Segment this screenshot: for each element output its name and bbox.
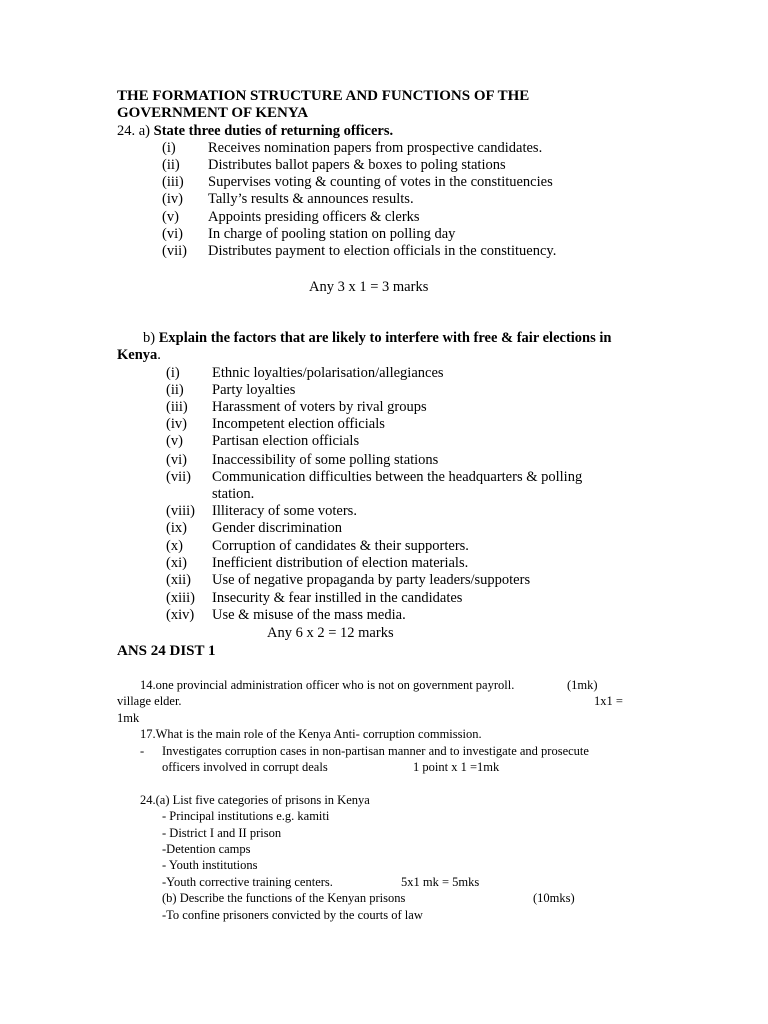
q24a-marks: Any 3 x 1 = 3 marks	[309, 279, 429, 295]
list-item: Party loyalties	[212, 382, 296, 398]
list-item-num: (i)	[162, 140, 176, 156]
list-item-num: (vii)	[166, 469, 191, 485]
q14-question: 14.one provincial administration officer who is not on government payroll.	[140, 678, 515, 692]
q24b-prefix: b)	[143, 330, 159, 346]
list-item-num: (xii)	[166, 572, 191, 588]
answers-heading: ANS 24 DIST 1	[117, 643, 216, 659]
list-item-num: (iv)	[162, 191, 183, 207]
list-item: In charge of pooling station on polling day	[208, 226, 456, 242]
list-item: - District I and II prison	[162, 826, 282, 840]
list-item: Incompetent election officials	[212, 416, 385, 432]
q14-score: 1x1 =	[594, 694, 623, 708]
q17-answer-line2: officers involved in corrupt deals	[162, 760, 328, 774]
q24b-marks: Any 6 x 2 = 12 marks	[267, 625, 394, 641]
list-item: - Principal institutions e.g. kamiti	[162, 809, 330, 823]
q24a-question-text: State three duties of returning officers.	[153, 123, 394, 139]
list-item: Communication difficulties between the headquarters & polling	[212, 469, 583, 485]
q24b-question-line2	[117, 347, 161, 364]
list-item: Insecurity & fear instilled in the candidates	[212, 590, 463, 606]
list-item: Illiteracy of some voters.	[212, 503, 357, 519]
list-item: - Youth institutions	[162, 858, 258, 872]
list-item: Inefficient distribution of election materials.	[212, 555, 469, 571]
list-item-continuation: station.	[212, 486, 255, 502]
doc-title-line1: THE FORMATION STRUCTURE AND FUNCTIONS OF THE	[117, 88, 530, 104]
list-item: -Detention camps	[162, 842, 251, 856]
q24b-question-text2: Kenya	[117, 347, 158, 363]
q14-marks: (1mk)	[567, 678, 598, 692]
q17-answer-line1: Investigates corruption cases in non-partisan manner and to investigate and prosecute	[162, 744, 589, 758]
list-item-num: (xiv)	[166, 607, 195, 623]
list-item-num: (vi)	[162, 226, 183, 242]
doc-title-line2: GOVERNMENT OF KENYA	[117, 105, 309, 121]
list-item: Inaccessibility of some polling stations	[212, 452, 439, 468]
list-item: Partisan election officials	[212, 433, 360, 449]
q24-prisons-question: 24.(a) List five categories of prisons in Kenya	[140, 793, 370, 807]
q24b-prisons-question: (b) Describe the functions of the Kenyan prisons	[162, 891, 406, 905]
list-item-num: (v)	[162, 209, 179, 225]
q14-score-cont: 1mk	[117, 711, 140, 725]
list-item-num: (i)	[166, 365, 180, 381]
list-item: Distributes ballot papers & boxes to poling stations	[208, 157, 506, 173]
list-item: Distributes payment to election officials in the constituency.	[208, 243, 557, 259]
list-item: Tally’s results & announces results.	[208, 191, 414, 207]
q24a-question	[117, 123, 393, 140]
q17-score: 1 point x 1 =1mk	[413, 760, 500, 774]
list-item-num: (ix)	[166, 520, 187, 536]
list-item-num: (viii)	[166, 503, 195, 519]
list-item-num: (ii)	[162, 157, 180, 173]
q24b-question-line1	[143, 330, 611, 347]
q24b-question-text: Explain the factors that are likely to interfere with free & fair elections in	[158, 330, 612, 346]
list-item-num: (iv)	[166, 416, 187, 432]
list-item: Use & misuse of the mass media.	[212, 607, 406, 623]
q17-bullet: -	[140, 744, 145, 758]
q24b-prisons-marks: (10mks)	[533, 891, 575, 905]
q24a-prefix: 24. a)	[117, 123, 154, 139]
list-item: Receives nomination papers from prospective candidates.	[208, 140, 543, 156]
list-item-num: (ii)	[166, 382, 184, 398]
list-item-num: (x)	[166, 538, 183, 554]
q14-answer: village elder.	[117, 694, 182, 708]
q17-question: 17.What is the main role of the Kenya Anti- corruption commission.	[140, 727, 482, 741]
q24-prisons-score: 5x1 mk = 5mks	[401, 875, 480, 889]
list-item: Corruption of candidates & their supporters.	[212, 538, 469, 554]
list-item: Gender discrimination	[212, 520, 343, 536]
list-item-num: (iii)	[162, 174, 184, 190]
list-item: -Youth corrective training centers.	[162, 875, 333, 889]
list-item: Ethnic loyalties/polarisation/allegiances	[212, 365, 444, 381]
list-item: Use of negative propaganda by party leaders/suppoters	[212, 572, 531, 588]
list-item-num: (xiii)	[166, 590, 195, 606]
list-item-num: (xi)	[166, 555, 187, 571]
list-item: Harassment of voters by rival groups	[212, 399, 427, 415]
list-item: Supervises voting & counting of votes in the constituencies	[208, 174, 553, 190]
q24b-question-end: .	[157, 347, 161, 363]
list-item-num: (vi)	[166, 452, 187, 468]
q24b-prisons-answer: -To confine prisoners convicted by the courts of law	[162, 908, 423, 922]
list-item-num: (v)	[166, 433, 183, 449]
list-item-num: (iii)	[166, 399, 188, 415]
list-item-num: (vii)	[162, 243, 187, 259]
list-item: Appoints presiding officers & clerks	[208, 209, 420, 225]
